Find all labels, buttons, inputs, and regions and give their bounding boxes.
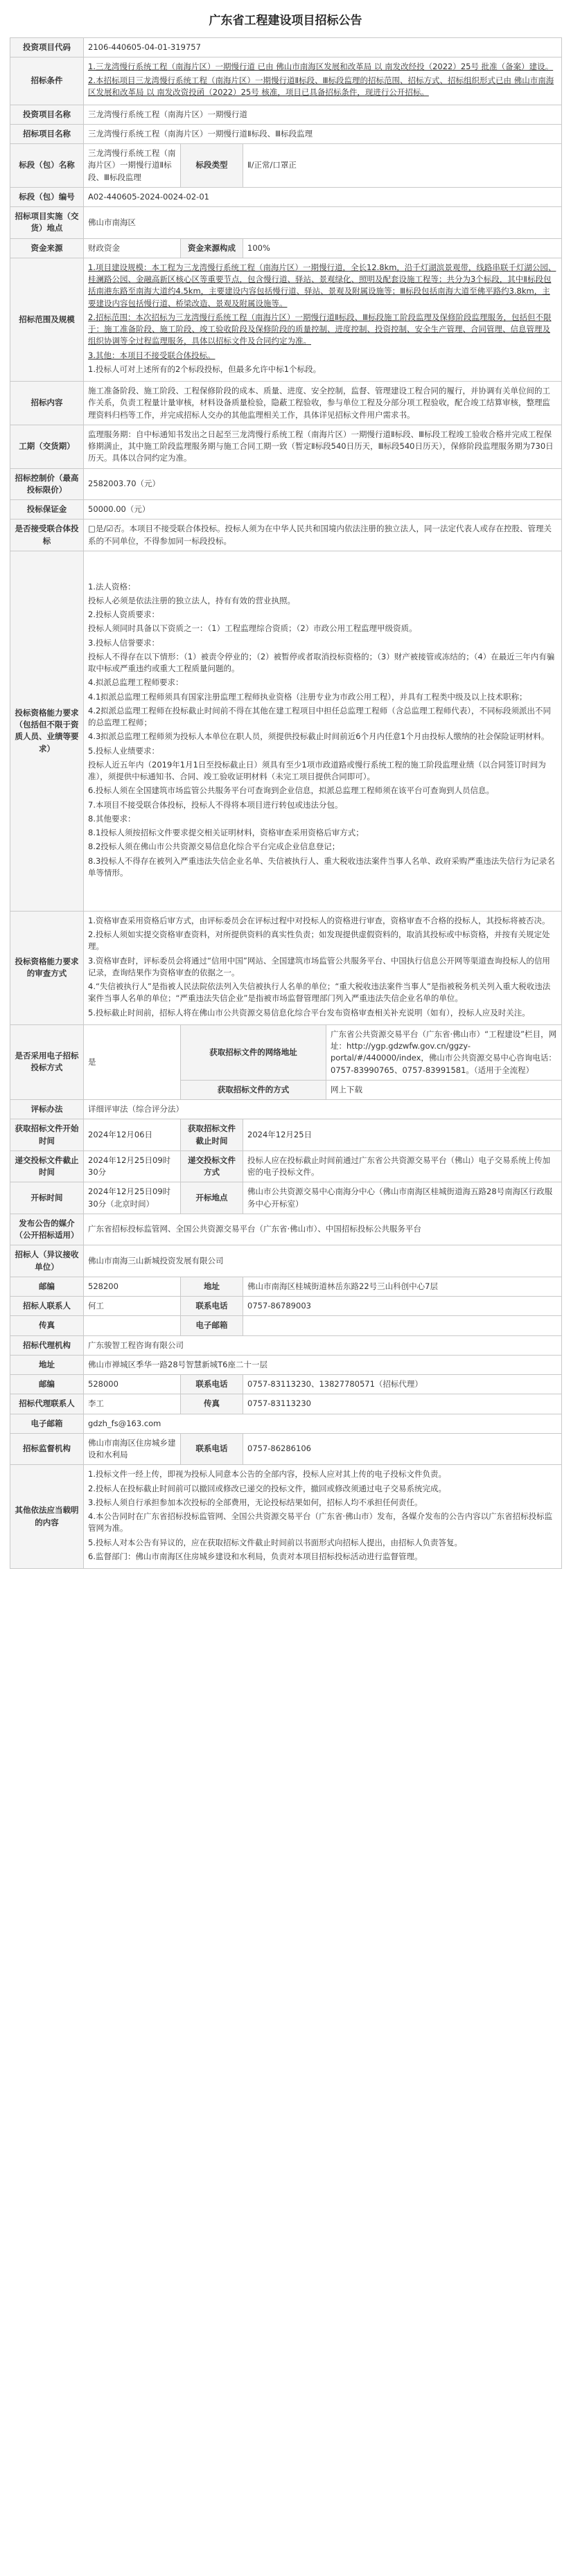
section-type-label: 标段类型 (181, 144, 243, 188)
tenderer-label: 招标人（异议接收单位） (10, 1245, 84, 1277)
row-supervision (10, 1433, 562, 1465)
agent-addr-value: 佛山市禅城区季华一路28号智慧新城T6座二十一层 (84, 1355, 562, 1374)
qualification-value (84, 551, 562, 911)
row-agent-email (10, 1414, 562, 1433)
notice-table (10, 37, 562, 1570)
project-name-value: 三龙湾慢行系统工程（南海片区）一期慢行道 (84, 105, 562, 124)
open-time-value: 2024年12月25日09时30分（北京时间） (84, 1182, 181, 1214)
tender-condition-line: 1.三龙湾慢行系统工程（南海片区）一期慢行道 已由 佛山市南海区发展和改革局 以 南发改经投（2022）25号 批准（备案）建设。 (88, 61, 554, 71)
doc-start-label: 获取招标文件开始时间 (10, 1119, 84, 1151)
qualification-line: 8.1投标人须按招标文件要求提交相关证明材料，资格审查采用资格后审方式； (88, 828, 364, 837)
location-value: 佛山市南海区 (84, 207, 562, 239)
open-place-value: 佛山市公共资源交易中心南海分中心（佛山市南海区桂城街道海五路28号南海区行政服务中心开标室） (243, 1182, 562, 1214)
submit-value: 投标人应在投标截止时间前通过广东省公共资源交易平台（佛山）电子交易系统上传加密的电子投标文件。 (243, 1151, 562, 1182)
tender-condition-line: 2.本招标项目三龙湾慢行系统工程（南海片区）一期慢行道Ⅱ标段、Ⅲ标段监理的招标范围、招标方式、招标组织形式已由 佛山市南海区发展和改革局 以 南发改资投函（2022）25号 核准，项目已具备招标条件，现进行公开招标。 (88, 75, 554, 98)
row-times-3 (10, 1182, 562, 1214)
max-price-label: 招标控制价（最高投标限价） (10, 468, 84, 500)
doc-end-value: 2024年12月25日 (243, 1119, 562, 1151)
doc-start-value: 2024年12月06日 (84, 1119, 181, 1151)
tenderer-email-value (243, 1316, 562, 1335)
scope-line: 1.项目建设规模：本工程为三龙湾慢行系统工程（南海片区）一期慢行道，全长12.8km，沿千灯湖滨景观带，线路串联千灯湖公园、桂澜路公园、金融高新区核心区等重要节点，包含慢行道、驿站、景观绿化、照明及配套设施工程等；共分为3个标段，其中Ⅱ标段包括南港东路至南海大道约4.5km，主要建设内容包括慢行道、驿站、景观及附属设施等；Ⅲ标段包括南海大道至佛平路约3.8km，主要建设内容包括慢行道、桥梁改造、景观及附属设施等。 (88, 262, 556, 308)
other-line: 4.本公告同时在广东省招标投标监管网、全国公共资源交易平台（广东省·佛山市）发布，各媒介发布的公告内容以广东省招标投标监管网为准。 (88, 1511, 553, 1534)
bond-label: 投标保证金 (10, 500, 84, 519)
tenderer-contact-label: 招标人联系人 (10, 1297, 84, 1316)
bond-value: 50000.00（元） (84, 500, 562, 519)
agent-label: 招标代理机构 (10, 1335, 84, 1355)
row-ebid-1 (10, 1024, 562, 1080)
scope-line: 3.其他：本项目不接受联合体投标。 (88, 350, 216, 360)
qualification-line: 8.2投标人须在佛山市公共资源交易信息化综合平台完成企业信息登记； (88, 842, 340, 852)
qualification-line: 投标人必须是依法注册的独立法人，持有有效的营业执照。 (88, 595, 295, 605)
funding-source-value: 财政资金 (84, 238, 181, 258)
qualification-line: 4.拟派总监理工程师要求： (88, 677, 184, 688)
agent-tel-label: 联系电话 (181, 1375, 243, 1394)
section-type-value: Ⅱ/正常/口罩正 (243, 144, 562, 188)
ebid-way-label: 获取招标文件的方式 (181, 1080, 326, 1099)
qualification-line: 8.3投标人不得存在被列入严重违法失信企业名单、失信被执行人、重大税收违法案件当事人名单、政府采购严重违法失信行为记录名单等情形。 (88, 855, 555, 878)
tenderer-zip-label: 邮编 (10, 1277, 84, 1296)
submit-label: 递交投标文件方式 (181, 1151, 243, 1182)
qualification-line: 4.2拟派总监理工程师在投标截止时间前不得在其他在建工程项目中担任总监理工程师（含总监理工程师代表），不同标段须派出不同的总监理工程师； (88, 705, 552, 727)
review-line: 3.资格审查时，评标委员会将通过“信用中国”网站、全国建筑市场监管公共服务平台、中国执行信息公开网等渠道查询投标人的信用记录，查询结果作为资格审查的依据之一。 (88, 955, 550, 977)
review-line: 4.“失信被执行人”是指被人民法院依法列入失信被执行人名单的单位；“重大税收违法案件当事人”是指被税务机关列入重大税收违法案件当事人名单的单位；“严重违法失信企业”是指被市场监督管理部门列入严重违法失信企业名单的单位。 (88, 981, 551, 1004)
agent-fax-label: 传真 (181, 1394, 243, 1414)
qualification-line: 投标人须同时具备以下资质之一：（1）工程监理综合资质；（2）市政公用工程监理甲级资质。 (88, 623, 417, 634)
qualification-line: 6.投标人须在全国建筑市场监管公共服务平台可查询到企业信息，拟派总监理工程师须在该平台可查询到人员信息。 (88, 785, 494, 796)
location-label: 招标项目实施（交货）地点 (10, 207, 84, 239)
row-tender-project-name (10, 124, 562, 143)
review-line: 1.资格审查采用资格后审方式，由评标委员会在评标过程中对投标人的资格进行审查，资格审查不合格的投标人，其投标将被否决。 (88, 915, 550, 925)
ebid-way-value: 网上下载 (326, 1080, 562, 1099)
agent-email-value[interactable]: gdzh_fs@163.com (84, 1414, 562, 1433)
funding-ratio-label: 资金来源构成 (181, 238, 243, 258)
scope-note: 1.投标人可对上述所有的2个标段投标，但最多允许中标1个标段。 (88, 364, 322, 374)
tenderer-addr-value: 佛山市南海区桂城街道林岳东路22号三山科创中心7层 (243, 1277, 562, 1296)
qualification-line: 7.本项目不接受联合体投标，投标人不得将本项目进行转包或违法分包。 (88, 799, 343, 810)
other-line: 5.投标人对本公告有异议的，应在获取招标文件截止时间前以书面形式向招标人提出，由招标人负责答复。 (88, 1537, 462, 1547)
row-times-2 (10, 1151, 562, 1182)
ebid-method-value[interactable]: 广东省公共资源交易平台（广东省·佛山市）“工程建设”栏目，网址：http://ygp.gdzwfw.gov.cn/ggzy-portal/#/440000/index，佛山市公共资源交易中心咨询电话：0757-83990765、0757-83991581。（适用于全流程） (326, 1024, 562, 1080)
section-name-value: 三龙湾慢行系统工程（南海片区）一期慢行道Ⅱ标段、Ⅲ标段监理 (84, 144, 181, 188)
row-qualification (10, 551, 562, 911)
tenderer-value: 佛山市南海三山新城投资发展有限公司 (84, 1245, 562, 1277)
tender-project-name-value: 三龙湾慢行系统工程（南海片区）一期慢行道Ⅱ标段、Ⅲ标段监理 (84, 124, 562, 143)
content-value: 施工准备阶段、施工阶段、工程保修阶段的成本、质量、进度、安全控制，监督、管理建设工程合同的履行，并协调有关单位间的工作关系，负责工程量计量审核，材料设备质量检验，隐蔽工程验收，参与单位工程及分部分项工程验收，配合竣工结算审核，整理监理资料归档等工作，并完成招标人交办的其他监理相关工作，具体详见招标文件用户需求书。 (84, 382, 562, 425)
section-code-value: A02-440605-2024-0024-02-01 (84, 187, 562, 206)
row-tenderer (10, 1245, 562, 1277)
supervision-tel-value: 0757-86286106 (243, 1433, 562, 1465)
row-media (10, 1214, 562, 1245)
agent-email-label: 电子邮箱 (10, 1414, 84, 1433)
agent-contact-value: 李工 (84, 1394, 181, 1414)
qualification-line: 8.其他要求： (88, 813, 136, 824)
content-label: 招标内容 (10, 382, 84, 425)
project-code-value: 2106-440605-04-01-319757 (84, 37, 562, 57)
tenderer-email-label: 电子邮箱 (181, 1316, 243, 1335)
row-tenderer-addr (10, 1277, 562, 1296)
other-line: 3.投标人须自行承担参加本次投标的全部费用，无论投标结果如何，招标人均不承担任何责任。 (88, 1497, 423, 1507)
qualification-line: 4.1拟派总监理工程师须具有国家注册监理工程师执业资格（注册专业为市政公用工程），并具有工程类中级及以上技术职称； (88, 691, 527, 702)
open-place-label: 开标地点 (181, 1182, 243, 1214)
agent-value: 广东骏智工程咨询有限公司 (84, 1335, 562, 1355)
row-agent (10, 1335, 562, 1355)
row-other (10, 1465, 562, 1569)
project-code-label: 投资项目代码 (10, 37, 84, 57)
row-location (10, 207, 562, 239)
review-value (84, 911, 562, 1024)
agent-zip-label: 邮编 (10, 1375, 84, 1394)
deadline-value: 2024年12月25日09时30分 (84, 1151, 181, 1182)
eval-label: 评标办法 (10, 1100, 84, 1119)
ebid-method-label: 获取招标文件的网络地址 (181, 1024, 326, 1080)
qualification-line: 1.法人资格： (88, 581, 136, 592)
row-agent-addr (10, 1355, 562, 1374)
tenderer-fax-label: 传真 (10, 1316, 84, 1335)
row-bond (10, 500, 562, 519)
agent-contact-label: 招标代理联系人 (10, 1394, 84, 1414)
supervision-tel-label: 联系电话 (181, 1433, 243, 1465)
row-project-code (10, 37, 562, 57)
row-agent-zip (10, 1375, 562, 1394)
scope-value (84, 258, 562, 381)
row-section-code (10, 187, 562, 206)
supervision-value: 佛山市南海区住房城乡建设和水利局 (84, 1433, 181, 1465)
ebid-value: 是 (84, 1024, 181, 1099)
media-value: 广东省招标投标监管网、全国公共资源交易平台（广东省·佛山市）、中国招标投标公共服务平台 (84, 1214, 562, 1245)
qualification-label: 投标资格能力要求（包括但不限于资质人员、业绩等要求） (10, 551, 84, 911)
qualification-line: 5.投标人业绩要求： (88, 745, 159, 756)
agent-tel-value: 0757-83113230、13827780571（招标代理） (243, 1375, 562, 1394)
row-tender-conditions (10, 57, 562, 105)
duration-label: 工期（交货期） (10, 425, 84, 468)
tenderer-zip-value: 528200 (84, 1277, 181, 1296)
other-line: 6.监督部门：佛山市南海区住房城乡建设和水利局，负责对本项目招标投标活动进行监督管理。 (88, 1551, 423, 1561)
tenderer-contact-value: 何工 (84, 1297, 181, 1316)
agent-addr-label: 地址 (10, 1355, 84, 1374)
other-line: 2.投标人在投标截止时间前可以撤回或修改已递交的投标文件，撤回或修改须通过电子交易系统完成。 (88, 1483, 446, 1493)
ebid-label: 是否采用电子招标投标方式 (10, 1024, 84, 1099)
row-tenderer-contact (10, 1297, 562, 1316)
supervision-label: 招标监督机构 (10, 1433, 84, 1465)
media-label: 发布公告的媒介（公开招标适用） (10, 1214, 84, 1245)
consortium-label: 是否接受联合体投标 (10, 519, 84, 551)
tenderer-tel-label: 联系电话 (181, 1297, 243, 1316)
project-name-label: 投资项目名称 (10, 105, 84, 124)
section-name-label: 标段（包）名称 (10, 144, 84, 188)
row-review (10, 911, 562, 1024)
row-section (10, 144, 562, 188)
row-max-price (10, 468, 562, 500)
tenderer-addr-label: 地址 (181, 1277, 243, 1296)
row-scope (10, 258, 562, 381)
other-line: 1.投标文件一经上传，即视为投标人同意本公告的全部内容，投标人应对其上传的电子投标文件负责。 (88, 1469, 446, 1480)
review-label: 投标资格能力要求的审查方式 (10, 911, 84, 1024)
doc-end-label: 获取招标文件截止时间 (181, 1119, 243, 1151)
row-duration (10, 425, 562, 468)
row-times-1 (10, 1119, 562, 1151)
tender-conditions-label: 招标条件 (10, 57, 84, 105)
max-price-value: 2582003.70（元） (84, 468, 562, 500)
qualification-line: 4.3拟派总监理工程师须为投标人本单位在职人员，须提供投标截止时间前近6个月内任意1个月由投标人缴纳的社会保险证明材料。 (88, 731, 550, 742)
qualification-line: 投标人近五年内（2019年1月1日至投标截止日）须具有至少1项市政道路或慢行系统工程的施工阶段监理业绩（以合同签订时间为准），须提供中标通知书、合同、竣工验收证明材料（未完工项目提供合同即可）。 (88, 759, 546, 781)
row-content (10, 382, 562, 425)
qualification-line: 投标人不得存在以下情形：（1）被责令停业的；（2）被暂停或者取消投标资格的；（3）财产被接管或冻结的；（4）在最近三年内有骗取中标或严重违约或重大工程质量问题的。 (88, 651, 555, 673)
review-line: 5.投标截止时间前，招标人将在佛山市公共资源交易信息化综合平台发布资格审查相关补充说明（如有），投标人应及时关注。 (88, 1007, 530, 1018)
scope-line: 2.招标范围：本次招标为三龙湾慢行系统工程（南海片区）一期慢行道Ⅱ标段、Ⅲ标段施工阶段监理及保修阶段监理服务，包括但不限于：施工准备阶段、施工阶段、竣工验收阶段及保修阶段的质量控制、进度控制、投资控制、安全生产管理、合同管理、信息管理及组织协调等全过程监理服务，具体以招标文件及合同约定为准。 (88, 312, 552, 346)
other-value (84, 1465, 562, 1569)
open-time-label: 开标时间 (10, 1182, 84, 1214)
consortium-value: □是/☑否。本项目不接受联合体投标。投标人须为在中华人民共和国境内依法注册的独立法人，同一法定代表人或存在控股、管理关系的不同单位，不得参加同一标段投标。 (84, 519, 562, 551)
qualification-line: 3.投标人信誉要求： (88, 637, 159, 648)
page-title: 广东省工程建设项目招标公告 (209, 14, 362, 28)
row-project-name (10, 105, 562, 124)
tender-project-name-label: 招标项目名称 (10, 124, 84, 143)
section-code-label: 标段（包）编号 (10, 187, 84, 206)
funding-source-label: 资金来源 (10, 238, 84, 258)
agent-fax-value: 0757-83113230 (243, 1394, 562, 1414)
eval-value: 详细评审法（综合评分法） (84, 1100, 562, 1119)
row-eval (10, 1100, 562, 1119)
scope-label: 招标范围及规模 (10, 258, 84, 381)
row-tenderer-fax (10, 1316, 562, 1335)
tender-conditions-value (84, 57, 562, 105)
duration-value: 监理服务期：自中标通知书发出之日起至三龙湾慢行系统工程（南海片区）一期慢行道Ⅱ标段、Ⅲ标段工程竣工验收合格并完成工程保修期满止，其中施工阶段监理服务期与施工合同工期一致（暂定Ⅱ标段540日历天，Ⅲ标段540日历天），保修阶段监理服务期为730日历天。具体以合同约定为准。 (84, 425, 562, 468)
deadline-label: 递交投标文件截止时间 (10, 1151, 84, 1182)
row-agent-contact (10, 1394, 562, 1414)
row-funding (10, 238, 562, 258)
other-label: 其他依法应当载明的内容 (10, 1465, 84, 1569)
agent-zip-value: 528000 (84, 1375, 181, 1394)
tenderer-tel-value: 0757-86789003 (243, 1297, 562, 1316)
qualification-line: 2.投标人资质要求： (88, 610, 159, 619)
row-consortium (10, 519, 562, 551)
funding-ratio-value: 100% (243, 238, 562, 258)
tenderer-fax-value (84, 1316, 181, 1335)
review-line: 2.投标人须如实提交资格审查资料，对所提供资料的真实性负责；如发现提供虚假资料的，取消其投标或中标资格，并按有关规定处理。 (88, 930, 550, 952)
